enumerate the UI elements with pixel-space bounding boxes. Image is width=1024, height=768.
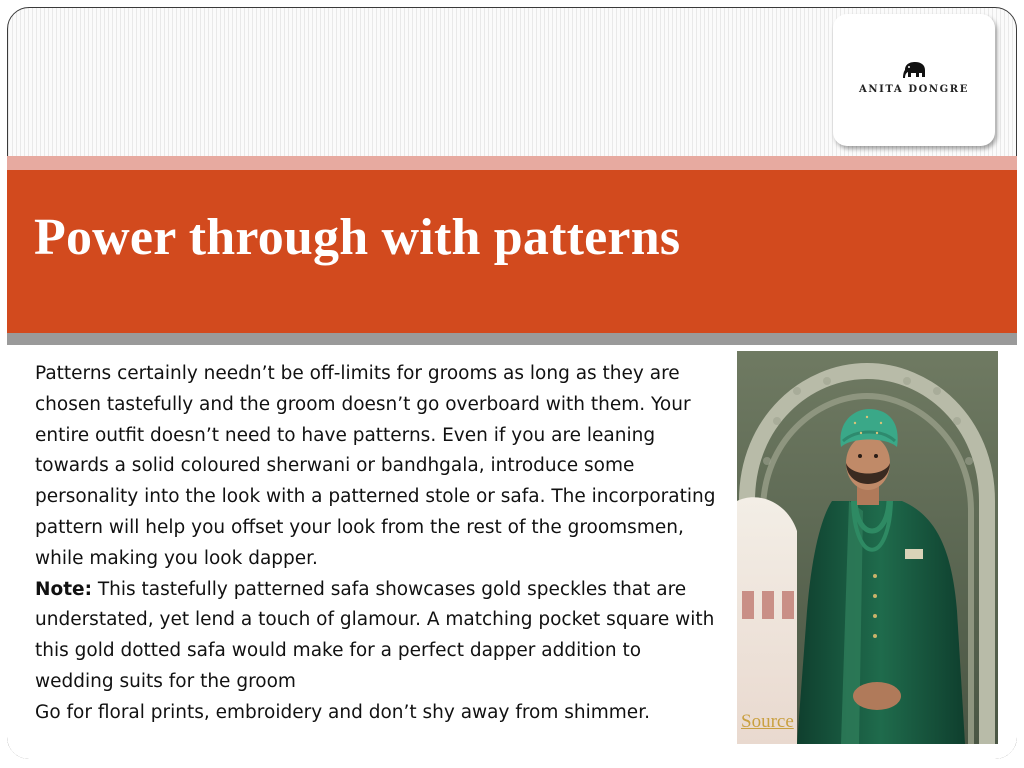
- body-text: [35, 359, 725, 729]
- groom-photo: [737, 351, 998, 744]
- accent-band-bottom: [7, 333, 1017, 345]
- source-link[interactable]: Source: [741, 711, 794, 732]
- slide-title: Power through with patterns: [34, 209, 681, 266]
- brand-logo: [833, 14, 995, 146]
- paragraph-floral: Go for floral prints, embroidery and don’t shy away from shimmer.: [35, 701, 650, 723]
- paragraph-patterns: Patterns certainly needn’t be off-limits for grooms as long as they are chosen tastefully and the groom doesn’t go overboard with them. Your entire outfit doesn’t need to have patterns. Even if you are leaning towards a solid coloured sherwani or bandhgala, introduce some personality into the look with a patterned stole or safa. The incorporating pattern will help you offset your look from the rest of the groomsmen, while making you look dapper.: [35, 363, 716, 569]
- note-text: This tastefully patterned safa showcases gold speckles that are understated, yet lend a touch of glamour. A matching pocket square with this gold dotted safa would make for a perfect dapper addition to wedding suits for the groom: [35, 578, 715, 692]
- groom-illustration: [737, 351, 998, 744]
- accent-band-top: [7, 156, 1017, 170]
- elephant-icon: [900, 60, 928, 80]
- note-label: Note:: [35, 578, 92, 600]
- brand-name: ANITA DONGRE: [859, 83, 969, 95]
